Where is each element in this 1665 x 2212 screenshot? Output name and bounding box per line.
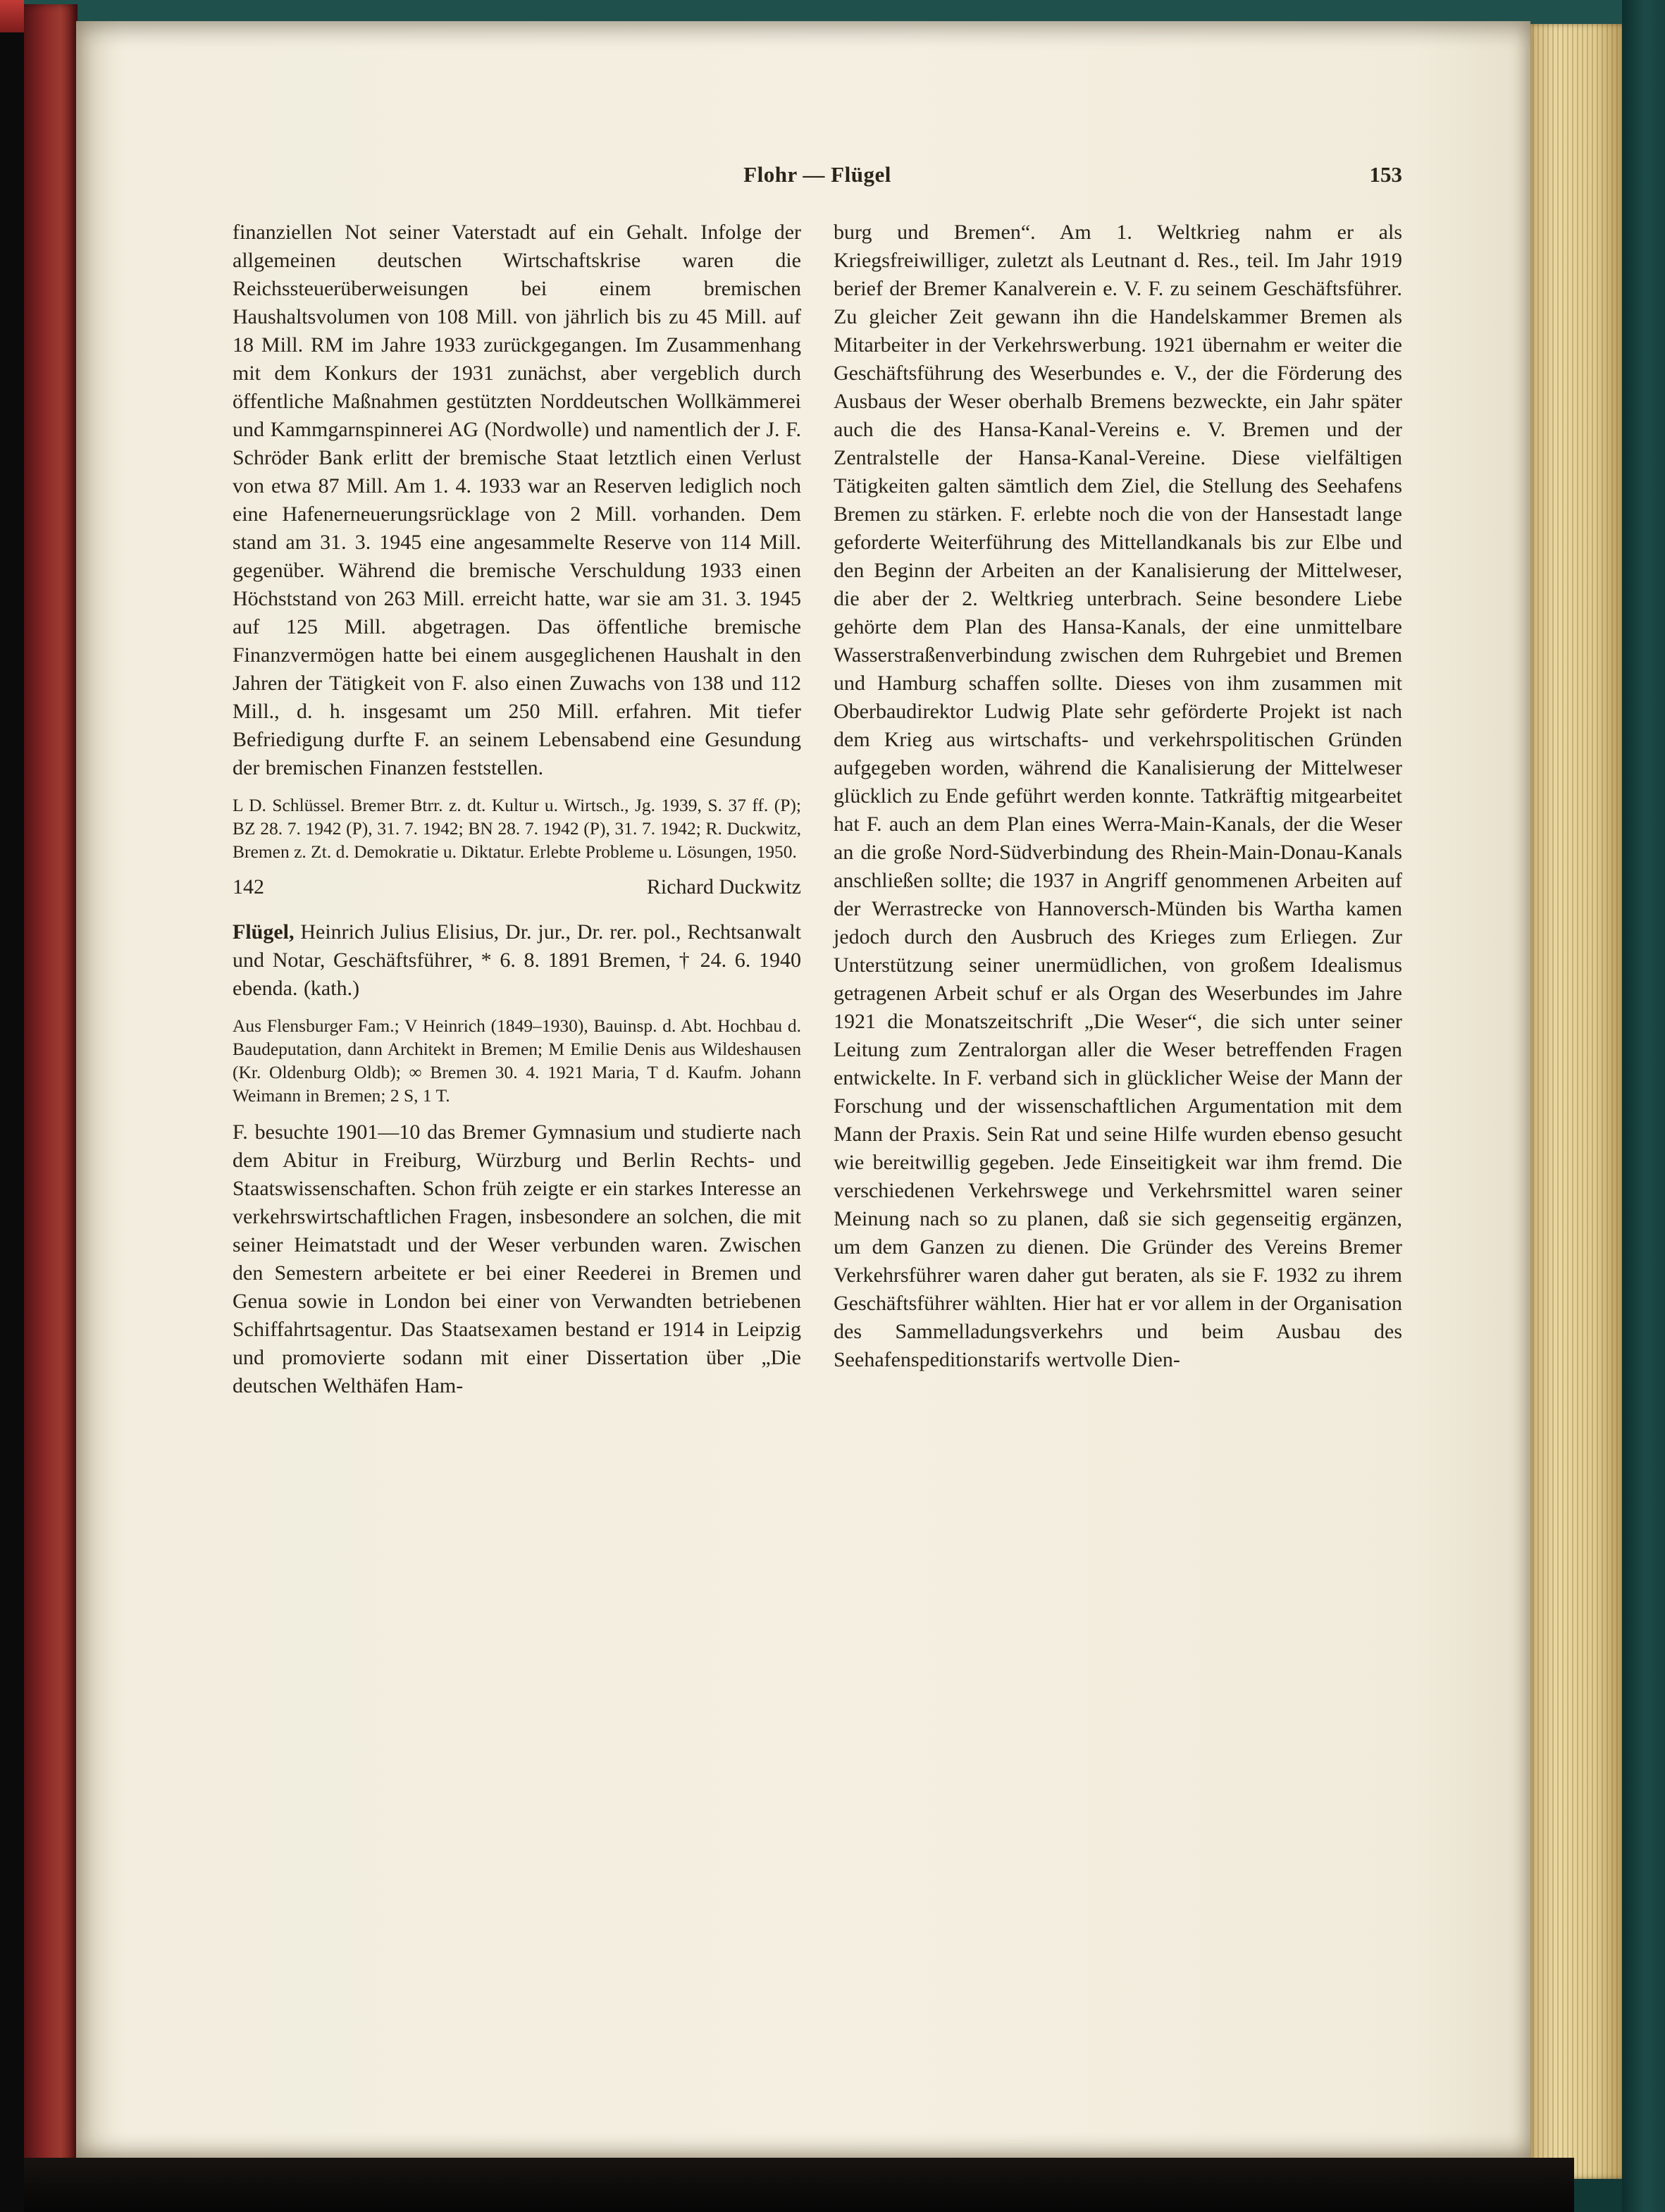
page-number: 153 xyxy=(1369,162,1402,187)
book-spine xyxy=(21,4,78,2183)
right-column xyxy=(834,218,1402,2073)
running-header-title: Flohr — Flügel xyxy=(743,162,891,187)
book-cover-right xyxy=(1622,0,1665,2212)
left-column xyxy=(233,218,801,2073)
spine-top-corner xyxy=(0,0,24,32)
entry-signature-line xyxy=(233,873,801,901)
fluegel-entry-name: Flügel, xyxy=(233,920,295,944)
fluegel-biography-left: F. besuchte 1901—10 das Bremer Gymnasium und studierte nach dem Abitur in Freiburg, Würzburg und Berlin Rechts- und Staatswissenschaften. Schon früh zeigte er ein starkes Interesse an verkehrswirtschaftlichen Fragen, insbesondere an solchen, die mit seiner Heimatstadt und der Weser verbunden waren. Zwischen den Semestern arbeitete er bei einer Reederei in Bremen und Genua sowie in London bei einer von Verwandten betriebenen Schiffahrtsagentur. Das Staatsexamen bestand er 1914 in Leipzig und promovierte sodann mit einer Dissertation über „Die deutschen Welthäfen Ham- xyxy=(233,1120,801,1397)
flohr-biography-text: finanziellen Not seiner Vaterstadt auf ein Gehalt. Infolge der allgemeinen deutschen Wirtschaftskrise waren die Reichssteuerüberweisungen bei einem bremischen Haushaltsvolumen von 108 Mill. von jährlich bis zu 45 Mill. auf 18 Mill. RM im Jahre 1933 zurückgegangen. Im Zusammenhang mit dem Konkurs der 1931 zunächst, aber vergeblich durch öffentliche Maßnahmen gestützten Norddeutschen Wollkämmerei und Kammgarnspinnerei AG (Nordwolle) und namentlich der J. F. Schröder Bank erlitt der bremische Staat letztlich einen Verlust von etwa 87 Mill. Am 1. 4. 1933 war an Reserven lediglich noch eine Hafenerneuerungsrücklage von 2 Mill. vorhanden. Dem stand am 31. 3. 1945 eine angesammelte Reserve von 114 Mill. gegenüber. Während die bremische Verschuldung 1933 einen Höchststand von 263 Mill. erreicht hatte, war sie am 31. 3. 1945 auf 125 Mill. abgetragen. Das öffentliche bremische Finanzvermögen hatte bei einem ausgeglichenen Haushalt in den Jahren der Tätigkeit von F. also einen Zuwachs von 138 und 112 Mill., d. h. insgesamt um 250 Mill. erfahren. Mit tiefer Befriedigung durfte F. an seinem Lebensabend eine Gesundung der bremischen Finanzen feststellen. xyxy=(233,221,801,779)
fluegel-entry-heading xyxy=(233,918,801,1003)
fluegel-genealogy: Aus Flensburger Fam.; V Heinrich (1849–1930), Bauinsp. d. Abt. Hochbau d. Baudeputation, dann Architekt in Bremen; M Emilie Denis aus Wildeshausen (Kr. Oldenburg Oldb); ∞ Bremen 30. 4. 1921 Maria, T d. Kaufm. Johann Weimann in Bremen; 2 S, 1 T. xyxy=(233,1015,801,1106)
left-gutter-shadow xyxy=(0,0,24,2212)
running-head xyxy=(233,162,1402,193)
entry-number: 142 xyxy=(233,875,264,898)
text-block xyxy=(233,218,1402,2073)
author-signature: Richard Duckwitz xyxy=(646,875,801,898)
fluegel-entry-head-rest: Heinrich Julius Elisius, Dr. jur., Dr. rer. pol., Rechtsanwalt und Notar, Geschäftsführer, * 6. 8. 1891 Bremen, † 24. 6. 1940 ebenda. (kath.) xyxy=(233,920,801,1000)
fluegel-biography-right: burg und Bremen“. Am 1. Weltkrieg nahm er als Kriegsfreiwilliger, zuletzt als Leutnant d. Res., teil. Im Jahr 1919 berief der Bremer Kanalverein e. V. F. zu seinem Geschäftsführer. Zu gleicher Zeit gewann ihn die Handelskammer Bremen als Mitarbeiter in der Verkehrswerbung. 1921 übernahm er weiter die Geschäftsführung des Weserbundes e. V., der die Förderung des Ausbaus der Weser oberhalb Bremens bezweckte, ein Jahr später auch die des Hansa-Kanal-Vereins e. V. Bremen und der Zentralstelle der Hansa-Kanal-Vereine. Diese vielfältigen Tätigkeiten galten sämtlich dem Ziel, die Stellung des Seehafens Bremen zu stärken. F. erlebte noch die von der Hansestadt lange geforderte Weiterführung des Mittellandkanals bis zur Elbe und den Beginn der Arbeiten an der Kanalisierung der Mittelweser, die aber der 2. Weltkrieg unterbrach. Seine besondere Liebe gehörte dem Plan des Hansa-Kanals, der eine unmittelbare Wasserstraßenverbindung zwischen dem Ruhrgebiet und Bremen und Hamburg schaffen sollte. Dieses von ihm zusammen mit Oberbaudirektor Ludwig Plate sehr geförderte Projekt ist nach dem Krieg aus wirtschafts- und verkehrspolitischen Gründen aufgegeben worden, während die Kanalisierung der Mittelweser glücklich zu Ende geführt werden konnte. Tatkräftig mitgearbeitet hat F. auch an dem Plan eines Werra-Main-Kanals, der die Weser an die große Nord-Südverbindung des Rhein-Main-Donau-Kanals anschließen sollte; die 1937 in Angriff genommenen Arbeiten auf der Werrastrecke von Hannoversch-Münden bis Wartha kamen jedoch durch den Ausbruch des Krieges zum Erliegen. Zur Unterstützung seiner unermüdlichen, von großem Idealismus getragenen Arbeit schuf er als Organ des Weserbundes im Jahre 1921 die Monatszeitschrift „Die Weser“, die sich unter seiner Leitung zum Zentralorgan aller die Weser betreffenden Fragen entwickelte. In F. verband sich in glücklicher Weise der Mann der Forschung und der wissenschaftlichen Argumentation mit dem Mann der Praxis. Sein Rat und seine Hilfe wurden ebenso gesucht wie bereitwillig gegeben. Jede Einseitigkeit war ihm fremd. Die verschiedenen Verkehrswege und Verkehrsmittel waren seiner Meinung nach so zu planen, daß sie sich gegenseitig ergänzen, um dem Ganzen zu dienen. Die Gründer des Vereins Bremer Verkehrsführer waren daher gut beraten, als sie F. 1932 zu ihrem Geschäftsführer wählten. Hier hat er vor allem in der Organisation des Sammelladungsverkehrs und beim Ausbau des Seehafenspeditionstarifs wertvolle Dien- xyxy=(834,221,1402,1371)
book-page xyxy=(76,21,1530,2158)
flohr-bibliography: L D. Schlüssel. Bremer Btrr. z. dt. Kultur u. Wirtsch., Jg. 1939, S. 37 ff. (P); BZ 28. 7. 1942 (P), 31. 7. 1942; BN 28. 7. 1942 (P), 31. 7. 1942; R. Duckwitz, Bremen z. Zt. d. Demokratie u. Diktatur. Erlebte Probleme u. Lösungen, 1950. xyxy=(233,795,801,862)
bottom-shadow xyxy=(24,2158,1574,2212)
fanned-page-edges xyxy=(1528,24,1623,2179)
